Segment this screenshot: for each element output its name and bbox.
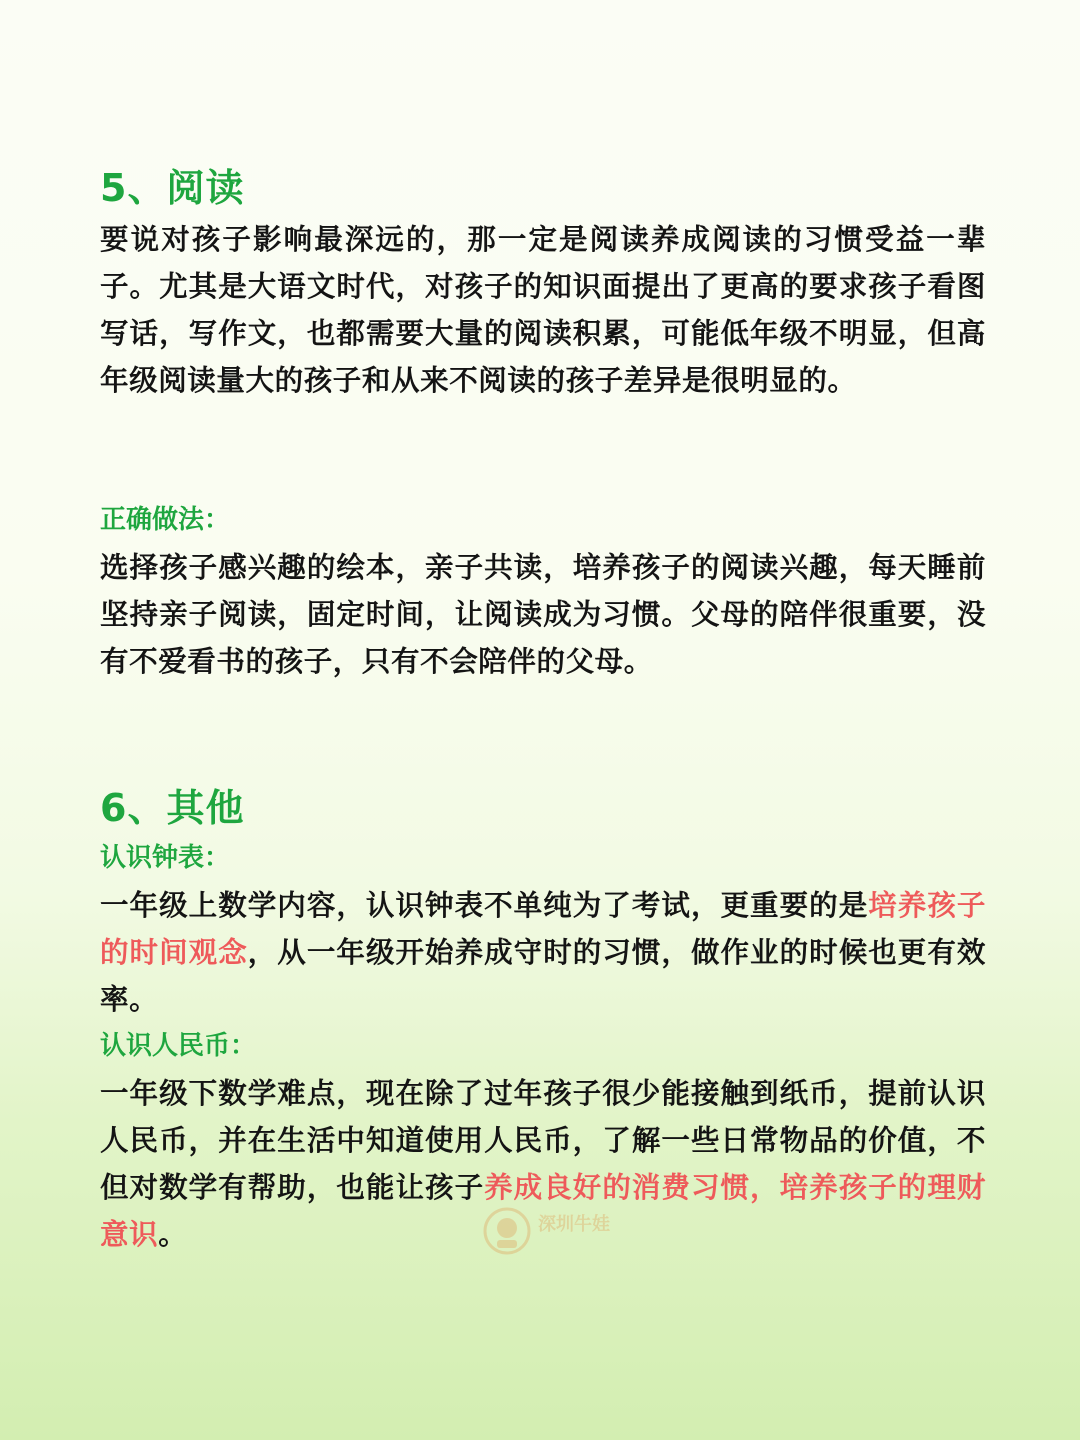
money-body-text-2: 。 (158, 1218, 188, 1251)
clock-subtitle: 认识钟表： (100, 843, 231, 873)
section-5-title: 5、阅读 (100, 166, 245, 210)
clock-highlight: 培养孩子的时间观念 (100, 889, 986, 969)
watermark-logo (482, 1200, 682, 1262)
section-5-method-body: 选择孩子感兴趣的绘本，亲子共读，培养孩子的阅读兴趣，每天睡前坚持亲子阅读，固定时间，让阅读成为习惯。父母的陪伴很重要，没有不爱看书的孩子，只有不会陪伴的父母。 (100, 551, 986, 678)
section-5-body: 要说对孩子影响最深远的，那一定是阅读养成阅读的习惯受益一辈子。尤其是大语文时代，对孩子的知识面提出了更高的要求孩子看图写话，写作文，也都需要大量的阅读积累，可能低年级不明显，但高年级阅读量大的孩子和从来不阅读的孩子差异是很明显的。 (100, 223, 986, 397)
section-5-method-title: 正确做法： (100, 505, 231, 535)
money-subtitle: 认识人民币： (100, 1031, 257, 1061)
section-6-title: 6、其他 (100, 786, 245, 830)
mascot-icon (482, 1206, 532, 1256)
watermark-text: 深圳牛娃 (538, 1214, 610, 1235)
clock-body-text-2: ，从一年级开始养成守时的习惯，做作业的时候也更有效率。 (100, 936, 986, 1016)
money-body-text-1: 一年级下数学难点，现在除了过年孩子很少能接触到纸币，提前认识人民币，并在生活中知道使用人民币，了解一些日常物品的价值，不但对数学有帮助，也能让孩子 (100, 1077, 986, 1204)
clock-body-text-1: 一年级上数学内容，认识钟表不单纯为了考试，更重要的是 (100, 889, 869, 922)
clock-body (100, 882, 986, 1023)
money-highlight: 养成良好的消费习惯，培养孩子的理财意识 (100, 1171, 986, 1251)
